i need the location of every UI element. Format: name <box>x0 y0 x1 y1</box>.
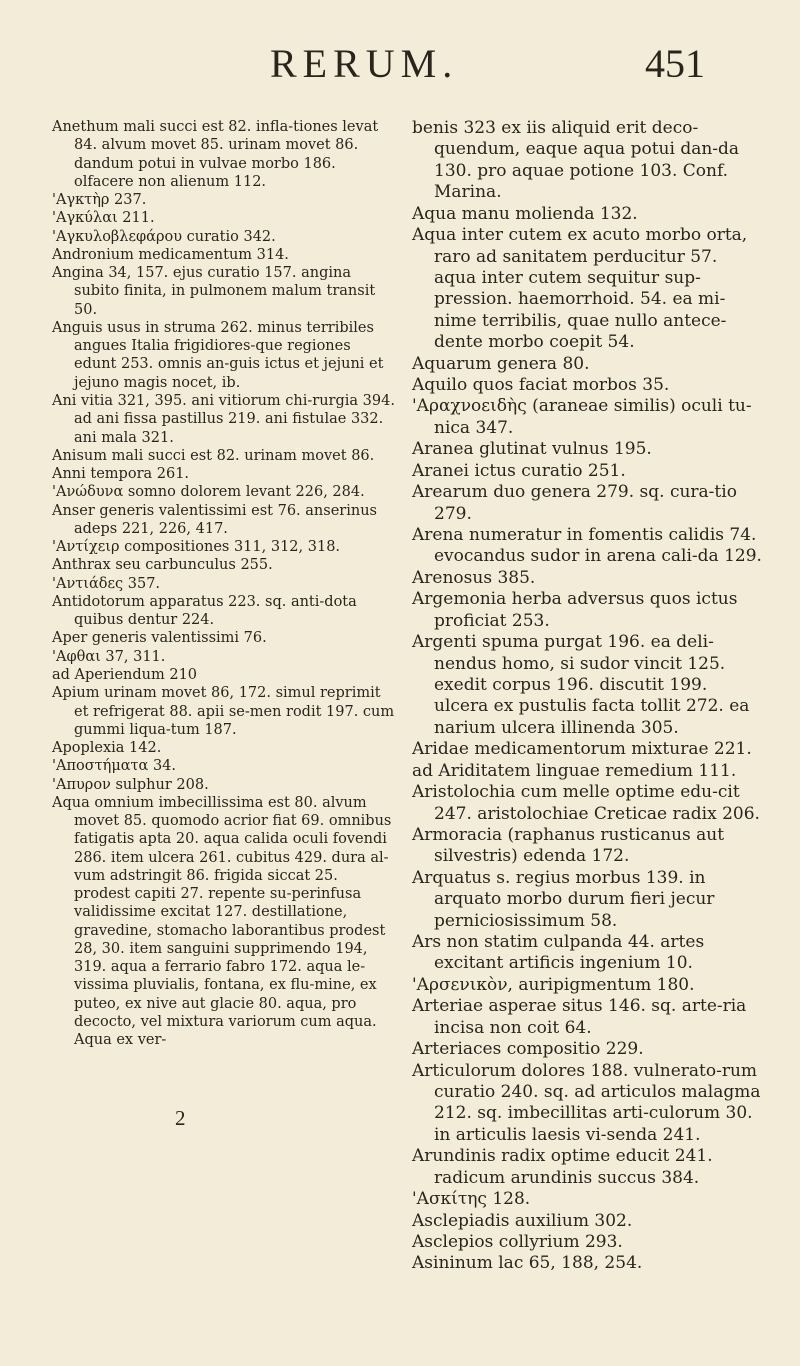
index-entry: Aper generis valentissimi 76. <box>52 630 267 647</box>
index-column-right <box>412 118 764 1275</box>
index-entry: 'Απυρον sulphur 208. <box>52 776 209 793</box>
index-column-left <box>52 118 397 1050</box>
index-entry: 'Αντίχειρ compositiones 311, 312, 318. <box>52 539 341 556</box>
index-entry: benis 323 ex iis aliquid erit deco-quendum, eaque aqua potui dan-da 130. pro aquae potione 103. Conf. Marina. <box>412 118 740 203</box>
index-entry: Arteriaces compositio 229. <box>412 1039 644 1060</box>
index-entry: ad Ariditatem linguae remedium 111. <box>412 760 737 781</box>
index-entry: Arenosus 385. <box>412 567 536 588</box>
index-entry: Ani vitia 321, 395. ani vitiorum chi-rurgia 394. ad ani fissa pastillus 219. ani fistulae 332. ani mala 321. <box>52 392 395 446</box>
index-entry: Anthrax seu carbunculus 255. <box>52 557 273 574</box>
index-entry: 'Αρσενικὸν, auripigmentum 180. <box>412 974 695 995</box>
index-entry: Arquatus s. regius morbus 139. in arquato morbo durum fieri jecur perniciosissimum 58. <box>412 867 715 931</box>
page-header <box>0 40 800 100</box>
index-entry: Aranei ictus curatio 251. <box>412 460 626 481</box>
index-entry: ad Aperiendum 210 <box>52 666 198 683</box>
index-entry: Arundinis radix optime educit 241. radicum arundinis succus 384. <box>412 1146 713 1188</box>
index-entry: Asininum lac 65, 188, 254. <box>412 1253 643 1274</box>
index-entry: Argemonia herba adversus quos ictus proficiat 253. <box>412 589 738 631</box>
page-number: 451 <box>645 41 705 86</box>
running-title: RERUM. <box>270 41 459 86</box>
index-entry: 'Αραχνοειδὴς (araneae similis) oculi tu-nica 347. <box>412 396 752 438</box>
index-entry: Anguis usus in struma 262. minus terribiles angues Italia frigidiores-que regiones edunt 253. omnis an-guis ictus et jejuni et jejuno magis nocet, ib. <box>52 319 384 391</box>
index-entry: 'Αγκυλοβλεφάρου curatio 342. <box>52 228 276 245</box>
index-entry: Arteriae asperae situs 146. sq. arte-ria incisa non coit 64. <box>412 996 747 1038</box>
index-entry: 'Αγκτὴρ 237. <box>52 192 147 209</box>
index-entry: Asclepiadis auxilium 302. <box>412 1210 633 1231</box>
index-entry: Ars non statim culpanda 44. artes excitant artificis ingenium 10. <box>412 932 705 974</box>
index-entry: 'Αγκύλαι 211. <box>52 210 155 227</box>
index-entry: Aqua inter cutem ex acuto morbo orta, raro ad sanitatem perducitur 57. aqua inter cutem sequitur sup-pression. haemorrhoid. 54. ea mi-nime terribilis, quae nullo antece-dente morbo coepit 54. <box>412 225 748 353</box>
index-entry: Aquilo quos faciat morbos 35. <box>412 375 670 396</box>
index-entry: 'Αντιάδες 357. <box>52 575 161 592</box>
index-entry: Apium urinam movet 86, 172. simul reprimit et refrigerat 88. apii se-men rodit 197. cum gummi liqua-tum 187. <box>52 685 395 738</box>
index-entry: Articulorum dolores 188. vulnerato-rum curatio 240. sq. ad articulos malagma 212. sq. imbecillitas arti-culorum 30. in articulis laesis vi-senda 241. <box>412 1060 761 1145</box>
index-entry: Aqua manu molienda 132. <box>412 203 638 224</box>
index-entry: Argenti spuma purgat 196. ea deli-nendus homo, si sudor vincit 125. exedit corpus 196. discutit 199. ulcera ex pustulis facta tollit 272. ea narium ulcera illinenda 305. <box>412 632 750 738</box>
index-entry: Anisum mali succi est 82. urinam movet 86. <box>52 447 375 464</box>
index-entry: Aranea glutinat vulnus 195. <box>412 439 652 460</box>
index-entry: 'Ανώδυνα somno dolorem levant 226, 284. <box>52 484 365 501</box>
index-entry: Aqua omnium imbecillissima est 80. alvum movet 85. quomodo acrior fiat 69. omnibus fatigatis apta 20. aqua calida oculi fovendi 286. item ulcera 261. cubitus 429. dura al-vum adstringit 86. frigida siccat 25. prodest capiti 27. repente su-perinfusa validissime excitat 127. destillatione, gravedine, stomacho laborantibus prodest 28, 30. item sanguini supprimendo 194, 319. aqua a ferrario fabro 172. aqua le-vissima pluvialis, fontana, ex flu-mine, ex puteo, ex nive aut glacie 80. aqua, pro decocto, vel mixtura variorum cum aqua. Aqua ex ver- <box>52 794 392 1049</box>
index-entry: Aristolochia cum melle optime edu-cit 247. aristolochiae Creticae radix 206. <box>412 782 760 824</box>
index-entry: Angina 34, 157. ejus curatio 157. angina subito finita, in pulmonem malum transit 50. <box>52 265 376 318</box>
index-entry: Arearum duo genera 279. sq. cura-tio 279. <box>412 482 737 524</box>
index-entry: 'Ασκίτης 128. <box>412 1189 531 1210</box>
index-entry: Armoracia (raphanus rusticanus aut silvestris) edenda 172. <box>412 824 725 867</box>
index-entry: Arena numeratur in fomentis calidis 74. evocandus sudor in arena cali-da 129. <box>412 525 762 567</box>
index-entry: Aquarum genera 80. <box>412 353 590 374</box>
index-entry: Anser generis valentissimi est 76. anserinus adeps 221, 226, 417. <box>52 502 377 537</box>
index-entry: Apoplexia 142. <box>52 740 162 757</box>
index-entry: Antidotorum apparatus 223. sq. anti-dota quibus dentur 224. <box>52 593 357 629</box>
index-entry: 'Αποστήματα 34. <box>52 758 177 775</box>
index-entry: Andronium medicamentum 314. <box>52 246 289 263</box>
index-entry: Asclepios collyrium 293. <box>412 1231 623 1252</box>
index-entry: Aridae medicamentorum mixturae 221. <box>412 739 752 760</box>
signature-mark: 2 <box>175 1106 186 1130</box>
index-entry: 'Αφθαι 37, 311. <box>52 648 166 665</box>
index-entry: Anni tempora 261. <box>52 466 190 483</box>
index-entry: Anethum mali succi est 82. infla-tiones levat 84. alvum movet 85. urinam movet 86. dandum potui in vulvae morbo 186. olfacere non alienum 112. <box>52 119 379 190</box>
